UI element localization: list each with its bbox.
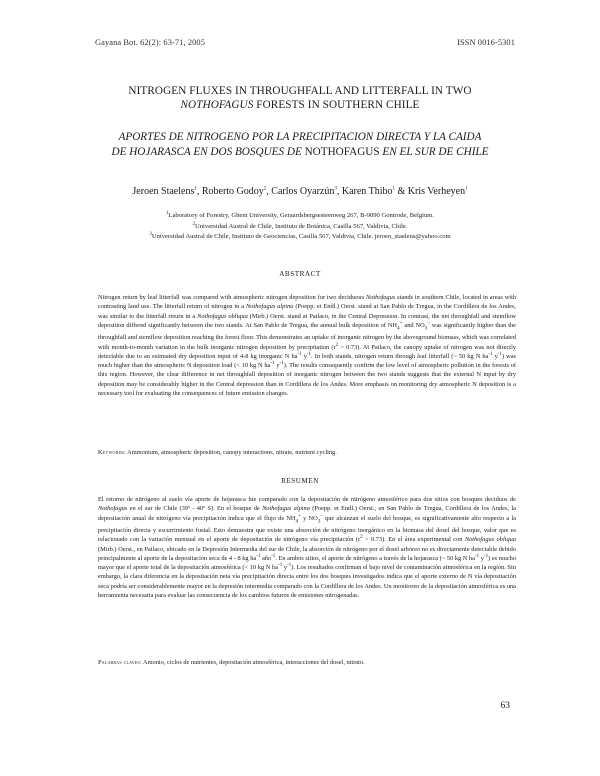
affiliation-ref: 2 [192,221,195,227]
title-spanish-line2 [60,145,540,160]
running-head [95,38,515,47]
superscript: -1 [306,351,312,357]
author-separator: , [336,186,342,197]
author [132,186,196,197]
resumen-text: y NO [300,514,318,522]
abstract-body [98,293,516,398]
author-affil-ref: 1 [392,186,395,192]
superscript: – [320,513,323,519]
author-affil-ref: 1 [465,186,468,192]
title-spanish [60,130,540,159]
superscript: -1 [287,562,292,568]
affiliation-text: Universidad Austral de Chile, Instituto de Botánica, Casilla 567, Valdivia, Chile. [195,222,408,230]
resumen-text: (Mirb.) Oerst., en Pailaco, ubicado en la Depresión Intermedia del sur de Chile, la absorción de nitrógeno por el dosel arbóreo no es directamente detectable debido principalmente al aporte de la depositación seca de 4 - 8 kg ha [98,545,516,562]
keywords-label: Keywords: [98,449,126,456]
resumen-body [98,495,516,600]
superscript: -1 [256,553,261,559]
affiliation-text: Laboratory of Forestry, Ghent University, Geraardsbergsesteenweg 267, B-9090 Gontrode, Belgium. [168,212,435,219]
author [408,186,468,197]
abstract-text: (Mirb.) Oerst. stand at Pailaco, in the Central Depression. In contrast, the net throughfall and stemflow deposition differed significantly between the two stands. At San Pablo de Tregua, the annual bulk deposition of NH [98,312,517,329]
resumen-heading: RESUMEN [281,477,319,485]
species-name: Nothofagus obliqua [197,312,248,320]
resumen-text: (Poepp. et Endl.) Oerst., en San Pablo de Tregua, Cordillera de los Andes, la depositación anual de nitrógeno vía precipitación indica que el flujo de NH [98,505,516,522]
abstract-text: ) was much higher than the atmospheric N deposition load (< 10 kg N ha [98,352,516,370]
abstract-text: Nitrogen return by leaf litterfall was compared with atmospheric nitrogen deposition for two deciduous [98,294,366,301]
palabras-claves-text: Amonio, ciclos de nutrientes, depositación atmosférica, interacciones del dosel, nitrato. [141,659,365,666]
resumen-text: El retorno de nitrógeno al suelo vía aporte de hojarasca fue comparado con la depositación de nitrógeno atmosférico para dos sitios con bosques deciduos de [98,496,516,503]
species-name: Nothofagus alpina [246,303,294,311]
superscript: – [427,320,430,326]
author-separator: , [196,186,202,197]
abstract-paragraph [98,293,516,398]
superscript: -1 [488,351,493,357]
author-name: Kris Verheyen [407,186,466,197]
resumen-paragraph [98,495,516,600]
resumen-text: que alcanzan el suelo del bosque, es significativamente alto respecto a la precipitación directa y escurrimiento fustal. Esto demuestra que existe una absorción de nitrógeno inorgánico en la biomasa del dosel del bosque, valor que es relacionado con la variación mensual en el aporte de depositación de nitrógeno vía precipitación (r [98,514,516,544]
title-spanish-line1: APORTES DE NITROGENO POR LA PRECIPITACION DIRECTA Y LA CAIDA [118,131,482,143]
resumen-text: y [282,564,288,572]
author-separator: & [394,186,408,197]
author-affil-ref: 2 [263,186,267,192]
species-name: Nothofagus obliqua [464,536,516,544]
title-english-line2 [60,98,540,112]
abstract-text: y [492,352,498,360]
title-english [60,84,540,112]
subscript: 3 [317,517,321,524]
abstract-text: and NO [402,321,425,329]
resumen-text: > 0.73). En el área experimental con [362,536,465,544]
abstract-text: y [301,352,307,360]
author [342,186,395,197]
abstract-heading: ABSTRACT [279,270,321,278]
superscript: -1 [474,553,480,559]
superscript: -1 [279,360,284,366]
affiliation-ref: 1 [165,210,169,216]
superscript: -1 [278,562,283,568]
abstract-text: y [274,362,280,370]
superscript: 2 [335,342,339,348]
author-name: Karen Thibo [341,186,393,197]
affiliations [80,211,520,243]
resumen-text: en el sur de Chile (39º - 40º S). En el bosque de [127,505,263,513]
title-spanish-line2a: DE HOJARASCA EN DOS BOSQUES DE [111,145,305,158]
keywords [98,448,516,457]
affiliation-text: Universidad Austral de Chile, Instituto de Geociencias, Casilla 567, Valdivia, Chile. jeroen_staelens@yahoo.com [151,233,451,240]
author-name: Roberto Godoy [201,186,264,197]
keywords-text: Ammonium, atmospheric deposition, canopy interactions, nitrate, nutrient cycling. [125,449,337,456]
palabras-claves [98,658,516,667]
abstract-text: stands in southern Chile, located in areas with contrasting land use. The litterfall return of nitrogen in a [98,294,516,311]
superscript: -1 [497,351,502,357]
superscript: -1 [297,351,302,357]
subscript: 3 [424,325,428,332]
genus-name-upright: NOTHOFAGUS [304,145,380,158]
affiliation [80,211,520,222]
author-list [60,186,540,197]
species-name: Nothofagus alpina [262,505,310,513]
abstract-text: was significantly higher than the throughfall and stemflow deposition reaching the forest floor. This demonstrates an uptake of inorganic nitrogen by the aboveground biomass, which was correlated with month-to-month variation in the bulk inorganic nitrogen deposition by precipitation (r [98,321,516,351]
author [202,186,266,197]
affiliation [80,232,520,243]
title-spanish-line2c: EN EL SUR DE CHILE [379,145,489,158]
journal-citation: Gayana Bot. 62(2): 63-71, 2005 [95,38,205,47]
superscript: + [298,513,301,519]
superscript: -1 [271,553,276,559]
abstract-text: > 0.73). At Pailaco, the canopy uptake of nitrogen was not directly detectable due to an estimated dry deposition input of 4-8 kg inorganic N ha [98,343,517,360]
species-name: Nothofagus [365,294,396,301]
affiliation [80,222,520,233]
resumen-text: y [479,554,484,562]
superscript: -1 [483,553,489,559]
abstract-text: ). The results consequently confirm the low level of atmospheric pollution in the forests of this region. However, the clear difference in net throughfall deposition of inorganic nitrogen between the two stands suggests that the external N input by dry deposition may be considerably higher in the Central depression than in Cordillera de los Andes. More emphasis on monitoring dry atmospheric N deposition is a necessary tool for evaluating the consequences of future emission changes. [98,362,517,397]
affiliation-ref: 3 [149,231,152,237]
palabras-claves-label: Palabras claves: [98,659,142,666]
author-affil-ref: 1 [194,186,197,192]
author-name: Carlos Oyarzún [271,186,335,197]
subscript: 4 [295,517,299,524]
author-separator: , [266,186,272,197]
species-name: Nothofagus [98,505,128,513]
genus-name: NOTHOFAGUS [180,99,254,111]
resumen-text: año [260,554,272,562]
superscript: + [399,320,403,326]
title-english-line2-rest: FORESTS IN SOUTHERN CHILE [253,99,420,111]
author [271,186,337,197]
superscript: 2 [360,535,363,541]
issn: ISSN 0016-5301 [457,38,515,47]
resumen-text: ). Los resultados confirman el bajo nivel de contaminación atmosférica en la región. Sin embargo, la clara diferencia en la depositación neta vía precipitación directa entre los dos bosques investigados indica que el aporte externo de N vía depositación seca podría ser considerablemente mayor en la depresión intermedia comparado con la Cordillera de los Andes. Un monitoreo de la depositación atmosférica es una herramienta necesaria para evaluar las consecuencia de los cambios futuros de emisiones nitrogenadas. [98,564,516,599]
abstract-text: . In both stands, nitrogen return through leaf litterfall (~ 50 kg N ha [311,352,489,360]
superscript: -1 [270,360,275,366]
abstract-text: (Poepp. et Endl.) Oerst. stand at San Pablo de Tregua, in the Cordillera de los Andes, was similar to the litterfall return in a [98,303,517,320]
resumen-text: ) es mucho mayor que el aporte total de la depositación atmosférica (< 10 kg N ha [98,554,517,572]
subscript: 4 [396,325,400,332]
author-name: Jeroen Staelens [132,186,195,197]
title-english-line1: NITROGEN FLUXES IN THROUGHFALL AND LITTERFALL IN TWO [128,85,472,97]
resumen-text: . En ambos sitios, el aporte de nitrógeno a través de la hojarasca (~ 50 kg N ha [275,554,475,562]
page-number: 63 [500,701,510,711]
author-affil-ref: 3 [334,186,337,192]
